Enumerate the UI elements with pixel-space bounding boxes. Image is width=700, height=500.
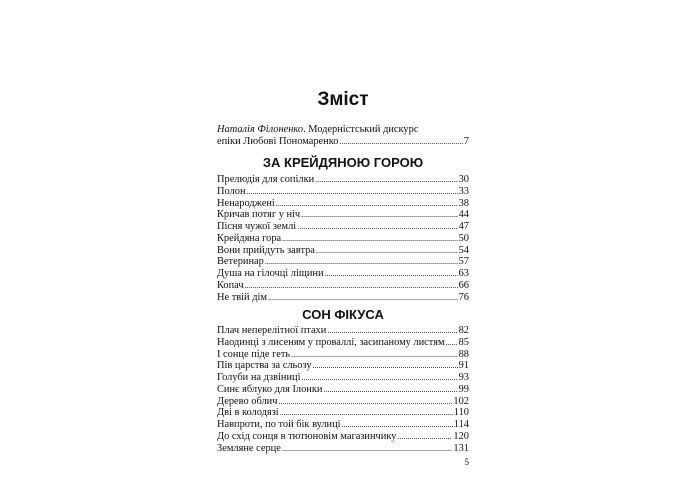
entry-page: 114 [453, 419, 469, 430]
intro-line-1 [217, 124, 469, 136]
dot-leader [327, 325, 457, 337]
entry-title: Ветеринар [217, 256, 264, 268]
entry-page: 44 [458, 209, 469, 221]
entry-page: 102 [453, 395, 469, 407]
entry-title: Навпроти, по той бік вулиці [217, 419, 341, 430]
toc-entry [217, 174, 469, 186]
entry-page: 50 [458, 232, 469, 244]
toc-entry [217, 337, 469, 349]
toc-entry [217, 431, 469, 443]
entry-page: 38 [458, 197, 469, 209]
toc-entry [217, 256, 469, 268]
entry-page: 66 [458, 279, 469, 291]
entry-title: Не твій дім [217, 291, 267, 303]
entry-page: 93 [458, 372, 469, 383]
entry-page: 120 [453, 430, 469, 442]
entry-title: Земляне серце [217, 442, 281, 454]
dot-leader [313, 360, 458, 372]
toc-entry [217, 372, 469, 384]
entry-title: Плач неперелітної птахи [217, 325, 327, 336]
toc-entry [217, 384, 469, 396]
dot-leader [282, 443, 453, 455]
dot-leader [342, 419, 453, 431]
dot-leader [302, 372, 458, 384]
toc-entry [217, 419, 469, 431]
entry-page: 131 [453, 442, 469, 454]
dot-leader [268, 292, 458, 304]
entry-title: Дві в колодязі [217, 407, 279, 419]
toc-entry [217, 245, 469, 257]
intro-title-part1: . Модерністський дискурс [303, 124, 419, 135]
toc-entry [217, 209, 469, 221]
dot-leader [297, 221, 457, 233]
toc-entry [217, 360, 469, 372]
entry-page: 110 [453, 407, 469, 419]
intro-page-number: 7 [463, 136, 469, 147]
intro-entry [217, 124, 469, 148]
toc-list-1 [217, 174, 469, 303]
toc-entry [217, 221, 469, 233]
entry-title: Полон [217, 185, 246, 197]
entry-title: І сонце піде геть [217, 348, 291, 360]
entry-page: 33 [458, 185, 469, 197]
entry-title: Наодинці з лисеням у проваллі, засипаному листям [217, 336, 445, 348]
toc-entry [217, 407, 469, 419]
dot-leader [315, 174, 457, 186]
dot-leader [282, 233, 457, 245]
intro-line-2 [217, 136, 469, 148]
toc-entry [217, 292, 469, 304]
entry-page: 91 [458, 360, 469, 372]
entry-title: Синє яблуко для Ілонки [217, 383, 323, 395]
entry-page: 99 [458, 383, 469, 395]
toc-entry [217, 233, 469, 245]
entry-title: Кричав потяг у ніч [217, 209, 301, 221]
entry-title: Пісня чужої землі [217, 221, 297, 232]
entry-page: 63 [458, 268, 469, 279]
toc-entry [217, 443, 469, 455]
dot-leader [316, 245, 458, 257]
dot-leader [247, 186, 458, 198]
toc-entry [217, 349, 469, 361]
dot-leader [276, 198, 458, 210]
toc-entry [217, 280, 469, 292]
dot-leader [280, 407, 453, 419]
dot-leader [291, 349, 457, 361]
entry-title: Копач [217, 279, 244, 291]
page-number: 5 [464, 457, 469, 467]
dot-leader [446, 337, 458, 349]
toc-entry [217, 325, 469, 337]
toc-entry [217, 268, 469, 280]
toc-entry [217, 186, 469, 198]
entry-page: 88 [458, 348, 469, 360]
toc-entry [217, 396, 469, 408]
page-title: Зміст [317, 89, 369, 110]
section-title-2: СОН ФІКУСА [302, 307, 384, 322]
entry-title: До схід сонця в тютюновім магазинчику [217, 430, 397, 442]
entry-page: 76 [458, 291, 469, 303]
dot-leader [245, 280, 458, 292]
entry-page: 82 [458, 325, 469, 336]
toc-list-2 [217, 325, 469, 454]
entry-page: 85 [458, 336, 469, 348]
intro-title-part2: епіки Любові Пономаренко [217, 136, 339, 147]
toc-entry [217, 198, 469, 210]
entry-title: Прелюдія для сопілки [217, 174, 315, 185]
entry-page: 57 [458, 256, 469, 268]
dot-leader [265, 256, 458, 268]
dot-leader [278, 396, 452, 408]
entry-title: Пів царства за сльозу [217, 360, 312, 372]
entry-title: Голуби на дзвіниці [217, 372, 301, 383]
entry-title: Дерево облич [217, 395, 278, 407]
intro-author: Наталія Філоненко [217, 124, 304, 135]
entry-title: Душа на гілочці ліщини [217, 268, 324, 279]
entry-title: Ненароджені [217, 197, 275, 209]
entry-title: Вони прийдуть завтра [217, 244, 315, 256]
entry-page: 47 [458, 221, 469, 232]
section-title-1: ЗА КРЕЙДЯНОЮ ГОРОЮ [262, 155, 424, 170]
entry-title: Крейдяна гора [217, 232, 282, 244]
dot-leader [339, 136, 462, 148]
entry-page: 30 [458, 174, 469, 185]
dot-leader [323, 384, 457, 396]
dot-leader [397, 431, 452, 443]
dot-leader [325, 268, 458, 280]
entry-page: 54 [458, 244, 469, 256]
dot-leader [301, 209, 457, 221]
